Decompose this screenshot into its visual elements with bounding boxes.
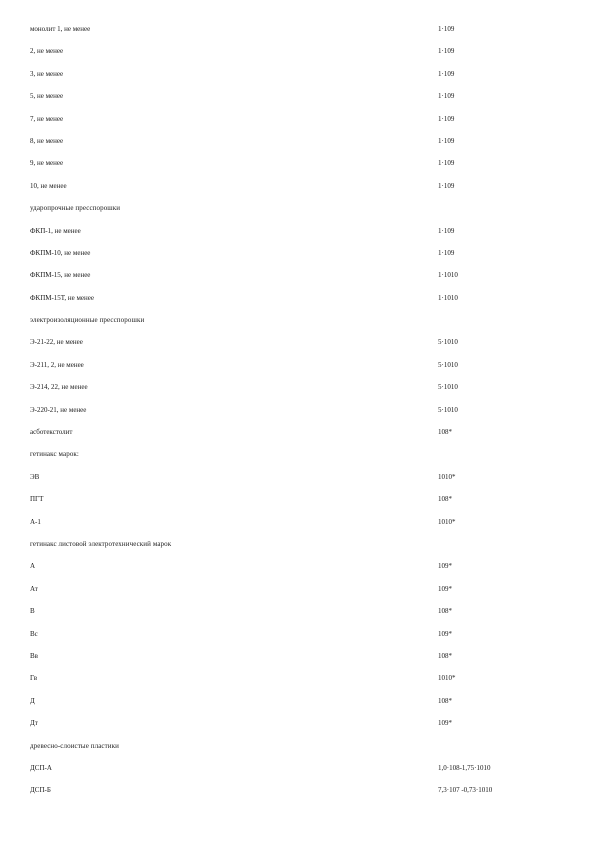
row-value: 1010* (438, 517, 456, 526)
row-label: асботекстолит (30, 428, 73, 437)
row-label: Э-211, 2, не менее (30, 360, 84, 369)
section-heading-label: гетинакс листовой электротехнический марок (30, 539, 172, 548)
row-label: А-1 (30, 517, 41, 526)
table-row (30, 40, 570, 62)
row-label: монолит 1, не менее (30, 25, 91, 33)
row-label: 5, не менее (30, 92, 64, 101)
section-heading (30, 197, 570, 219)
row-value: 1·109 (438, 159, 455, 168)
table-row (30, 18, 570, 40)
table-row (30, 712, 570, 734)
row-value: 109* (438, 562, 452, 571)
row-value: 1·109 (438, 25, 455, 33)
table-row (30, 85, 570, 107)
table-row (30, 220, 570, 242)
row-label: Д (30, 696, 35, 705)
row-label: 2, не менее (30, 47, 64, 56)
section-heading (30, 533, 570, 555)
table-row (30, 421, 570, 443)
row-label: Э-21-22, не менее (30, 338, 83, 347)
row-label: ФКП-1, не менее (30, 226, 81, 235)
row-label: Вв (30, 651, 38, 660)
row-value: 5·1010 (438, 338, 458, 347)
row-label: Ат (30, 584, 38, 593)
row-label: 7, не менее (30, 114, 64, 123)
section-heading (30, 309, 570, 331)
row-label: 9, не менее (30, 159, 64, 168)
row-value: 7,3·107 -0,73·1010 (438, 786, 493, 795)
row-value: 1·109 (438, 92, 455, 101)
row-value: 1010* (438, 674, 456, 683)
row-value: 1·1010 (438, 293, 458, 302)
row-value: 1·109 (438, 114, 455, 123)
row-value: 1·109 (438, 226, 455, 235)
row-value: 108* (438, 495, 452, 504)
table-row (30, 600, 570, 622)
row-label: ФКПМ-15, не менее (30, 271, 91, 280)
section-heading-label: древесно-слоистые пластики (30, 741, 119, 750)
section-heading-label: гетинакс марок: (30, 450, 79, 459)
row-value: 108* (438, 696, 452, 705)
row-value: 1·109 (438, 248, 455, 257)
table-row (30, 667, 570, 689)
table-row (30, 264, 570, 286)
table-row (30, 130, 570, 152)
row-value: 108* (438, 428, 452, 437)
table-row (30, 376, 570, 398)
table-row (30, 175, 570, 197)
table-row (30, 623, 570, 645)
row-label: Дт (30, 719, 38, 728)
section-heading (30, 735, 570, 757)
table-row (30, 287, 570, 309)
row-value: 1·109 (438, 181, 455, 190)
table-row (30, 331, 570, 353)
row-label: А (30, 562, 36, 571)
row-value: 1·109 (438, 69, 455, 78)
row-label: Гв (30, 674, 38, 683)
row-value: 5·1010 (438, 360, 458, 369)
table-row (30, 779, 570, 801)
row-value: 5·1010 (438, 383, 458, 392)
table-row (30, 466, 570, 488)
row-value: 109* (438, 584, 452, 593)
section-heading-label: ударопрочные пресспорошки (30, 204, 121, 213)
table-row (30, 399, 570, 421)
row-label: 10, не менее (30, 181, 67, 190)
row-value: 1·109 (438, 47, 455, 56)
properties-table (30, 18, 570, 802)
table-row (30, 690, 570, 712)
row-label: ПГТ (30, 495, 44, 504)
table-row (30, 488, 570, 510)
table-row (30, 645, 570, 667)
table-row (30, 578, 570, 600)
table-row (30, 555, 570, 577)
row-label: ФКПМ-10, не менее (30, 248, 91, 257)
row-value: 109* (438, 719, 452, 728)
row-value: 1·1010 (438, 271, 458, 280)
table-row (30, 63, 570, 85)
row-value: 109* (438, 629, 452, 638)
row-value: 108* (438, 607, 452, 616)
table-row (30, 108, 570, 130)
row-label: 3, не менее (30, 69, 64, 78)
row-value: 1,0·108-1,75·1010 (438, 763, 491, 772)
row-value: 108* (438, 651, 452, 660)
table-row (30, 152, 570, 174)
table-row (30, 511, 570, 533)
row-value: 5·1010 (438, 405, 458, 414)
row-label: ЭВ (30, 472, 40, 481)
row-label: ДСП-А (30, 763, 52, 772)
row-label: ДСП-Б (30, 786, 51, 795)
table-row (30, 354, 570, 376)
section-heading (30, 443, 570, 465)
row-label: Э-214, 22, не менее (30, 383, 88, 392)
row-label: Вс (30, 629, 38, 638)
row-label: 8, не менее (30, 136, 64, 145)
table-row (30, 242, 570, 264)
row-label: В (30, 607, 35, 616)
table-row (30, 757, 570, 779)
row-label: ФКПМ-15Т, не менее (30, 293, 94, 302)
row-value: 1010* (438, 472, 456, 481)
row-label: Э-220-21, не менее (30, 405, 87, 414)
row-value: 1·109 (438, 136, 455, 145)
section-heading-label: электроизоляционные пресспорошки (30, 316, 145, 325)
